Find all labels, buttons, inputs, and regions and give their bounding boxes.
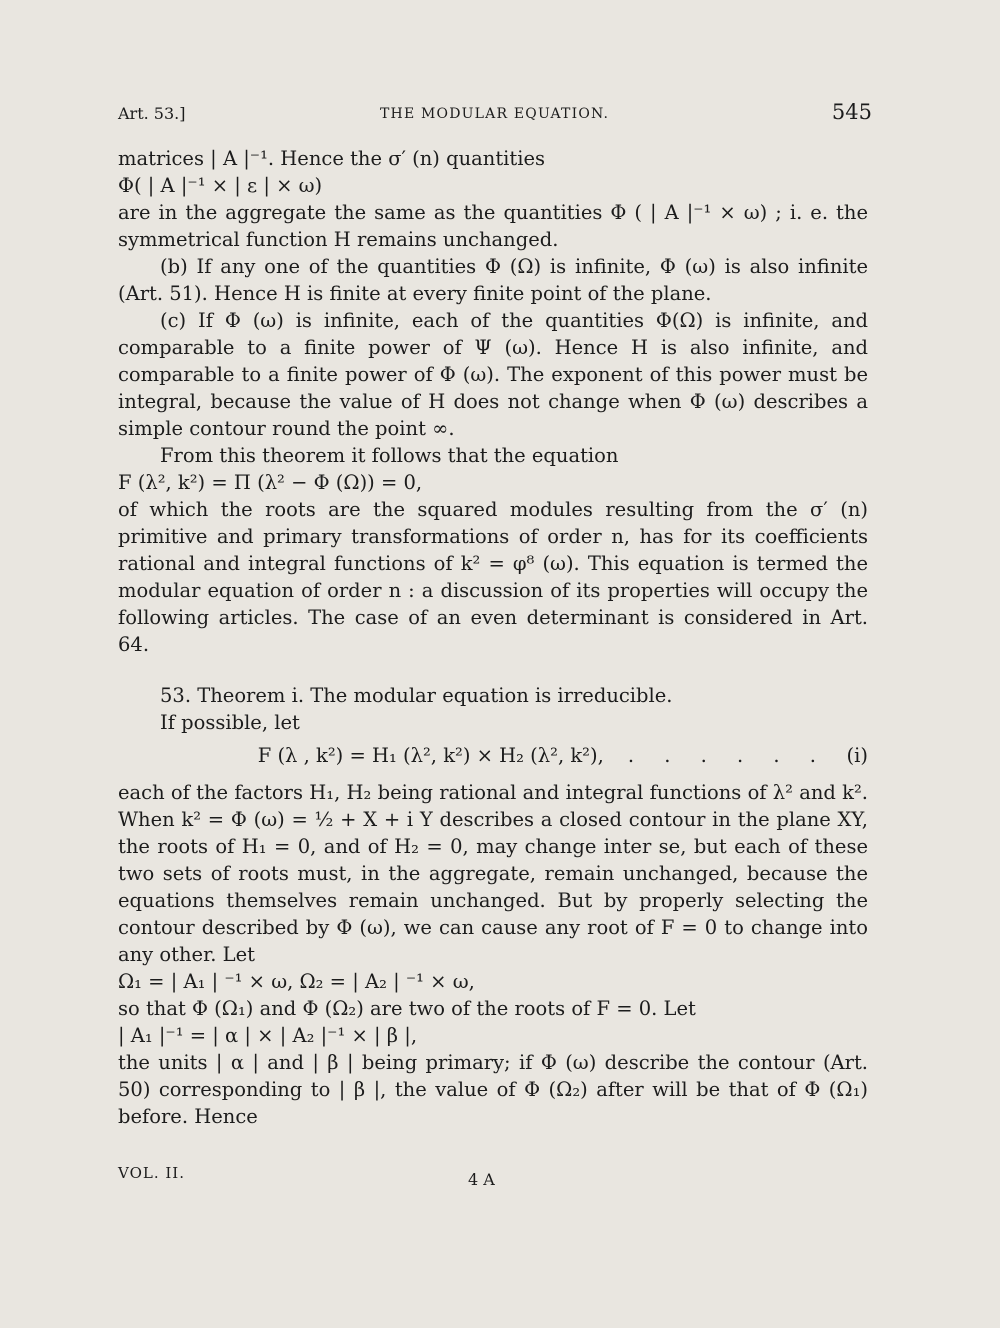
leader-dots: . . . . . . [627, 744, 828, 767]
equation: F (λ , k²) = H₁ (λ², k²) × H₂ (λ², k²), [257, 744, 604, 767]
header-title: THE MODULAR EQUATION. [380, 106, 610, 122]
paragraph: (b) If any one of the quantities Φ (Ω) is infinite, Φ (ω) is also infinite (Art. 51). Hence H is finite at every finite point of the plane. [118, 255, 868, 305]
paragraph: are in the aggregate the same as the quantities Φ ( | A |⁻¹ × ω) ; i. e. the symmetrical function H remains unchanged. [118, 201, 868, 251]
numbered-equation [118, 742, 868, 769]
equation-number: (i) [846, 744, 868, 767]
page-footer [118, 1164, 868, 1188]
paragraph: each of the factors H₁, H₂ being rational and integral functions of λ² and k². When k² = Φ (ω) = ½ + X + i Y describes a closed contour in the plane XY, the roots of H₁ = 0, and of H₂ = 0, may change inter se, but each of these two sets of roots must, in the aggregate, remain unchanged, because the equations themselves remain unchanged. But by properly selecting the contour described by Φ (ω), we can cause any root of F = 0 to change into any other. Let [118, 781, 868, 966]
paragraph: matrices | A |⁻¹. Hence the σ′ (n) quantities [118, 147, 546, 170]
paragraph: so that Φ (Ω₁) and Φ (Ω₂) are two of the roots of F = 0. Let [118, 997, 696, 1020]
paragraph: (c) If Φ (ω) is infinite, each of the quantities Φ(Ω) is infinite, and comparable to a finite power of Ψ (ω). Hence H is also infinite, and comparable to a finite power of Φ (ω). The exponent of this power must be integral, because the value of H does not change when Φ (ω) describes a simple contour round the point ∞. [118, 309, 868, 440]
equation: F (λ², k²) = Π (λ² − Φ (Ω)) = 0, [118, 471, 423, 494]
equation: Ω₁ = | A₁ | ⁻¹ × ω, Ω₂ = | A₂ | ⁻¹ × ω, [118, 970, 475, 993]
section-gap [118, 658, 868, 682]
paragraph: From this theorem it follows that the equation [160, 444, 619, 467]
signature-mark: 4 A [468, 1170, 495, 1189]
paragraph: of which the roots are the squared modules resulting from the σ′ (n) primitive and primary transformations of order n, has for its coefficients rational and integral functions of k² = φ⁸ (ω). This equation is termed the modular equation of order n : a discussion of its properties will occupy the following articles. The case of an even determinant is considered in Art. 64. [118, 498, 868, 656]
equation: | A₁ |⁻¹ = | α | × | A₂ |⁻¹ × | β |, [118, 1024, 418, 1047]
page-number: 545 [831, 100, 872, 124]
equation: Φ( | A |⁻¹ × | ε | × ω) [118, 174, 323, 197]
running-header [118, 100, 872, 130]
volume-label: VOL. II. [118, 1164, 185, 1182]
header-article-ref: Art. 53.] [118, 104, 186, 123]
paragraph: If possible, let [160, 711, 300, 734]
page-body [118, 145, 868, 1130]
paragraph: the units | α | and | β | being primary; if Φ (ω) describe the contour (Art. 50) corresponding to | β |, the value of Φ (Ω₂) after will be that of Φ (Ω₁) before. Hence [118, 1051, 868, 1128]
theorem-heading: 53. Theorem i. The modular equation is irreducible. [160, 684, 673, 707]
